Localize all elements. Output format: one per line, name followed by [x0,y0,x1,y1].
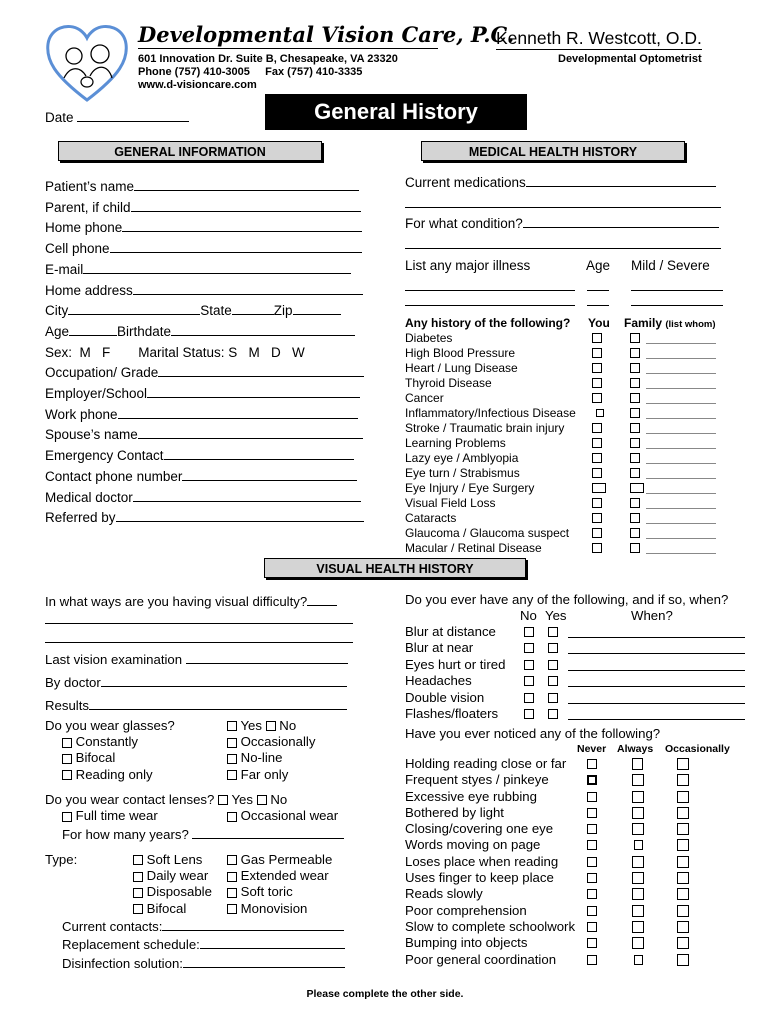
occasionally-checkbox[interactable] [677,888,689,900]
referred-by-row: Referred by [45,508,364,529]
behavior-row: Frequent styes / pinkeye [405,772,750,788]
behavior-row: Excessive eye rubbing [405,789,750,805]
family-whom[interactable] [646,496,716,509]
family-checkbox[interactable] [630,468,640,478]
difficulty-line-3[interactable] [45,629,353,643]
you-checkbox[interactable] [596,409,604,417]
behavior-row: Bumping into objects [405,935,750,951]
family-whom[interactable] [646,451,716,464]
always-checkbox[interactable] [634,840,643,850]
never-checkbox[interactable] [587,938,597,948]
full-time-checkbox[interactable] [62,812,72,822]
never-checkbox[interactable] [587,759,597,769]
patient-name-field[interactable] [134,177,359,191]
condition-row: Lazy eye / Amblyopia [405,451,725,466]
home-address-field[interactable] [133,281,363,295]
disposable-checkbox[interactable] [133,888,143,898]
history-table-header: Any history of the following? [405,316,571,330]
family-whom[interactable] [646,421,716,434]
family-whom[interactable] [646,481,716,494]
contacts-no-checkbox[interactable] [257,795,267,805]
illness-severity-2[interactable] [631,292,723,306]
symptoms-question: Do you ever have any of the following, and if so, when? [405,592,729,607]
condition-row: High Blood Pressure [405,346,725,361]
behavior-row: Loses place when reading [405,854,750,870]
city-field[interactable] [68,301,200,315]
behavior-row: Closing/covering one eye [405,821,750,837]
behavior-row: Words moving on page [405,837,750,853]
never-checkbox[interactable] [587,922,597,932]
sex-marital-row [45,343,364,364]
family-checkbox[interactable] [630,528,640,538]
always-header: Always [617,743,654,755]
family-header: Family (list whom) [624,316,716,330]
never-checkbox[interactable] [587,857,597,867]
sex-options[interactable]: Sex: M F [45,344,111,360]
never-checkbox[interactable] [587,955,597,965]
behavior-row: Bothered by light [405,805,750,821]
website: www.d-visioncare.com [138,79,257,91]
current-medications-line-2[interactable] [405,194,721,208]
illness-age-1[interactable] [587,277,609,291]
symptoms-yes-header: Yes [545,608,567,623]
current-contacts-row: Current contacts: [45,917,353,935]
condition-row: Heart / Lung Disease [405,361,725,376]
you-checkbox[interactable] [592,468,602,478]
major-illness-header: List any major illness Age Mild / Severe [405,257,710,273]
you-checkbox[interactable] [592,498,602,508]
occupation-field[interactable] [158,363,364,377]
family-whom[interactable] [646,346,716,359]
condition-field[interactable] [523,214,719,228]
symptom-when-field[interactable] [568,690,745,704]
family-checkbox[interactable] [630,423,640,433]
constantly-checkbox[interactable] [62,738,72,748]
conditions-list [405,331,725,556]
employer-field[interactable] [147,384,360,398]
parent-row: Parent, if child [45,198,364,219]
type-row-1: Type: Soft Lens Gas Permeable [45,851,333,867]
spouse-field[interactable] [138,425,363,439]
family-whom[interactable] [646,466,716,479]
behavior-row: Holding reading close or far [405,756,750,772]
symptom-no-checkbox[interactable] [524,676,534,686]
general-info-fields [45,177,364,529]
always-checkbox[interactable] [632,758,643,770]
illness-age-2[interactable] [587,292,609,306]
condition-row: Learning Problems [405,436,725,451]
you-checkbox[interactable] [592,528,602,538]
condition-row: Inflammatory/Infectious Disease [405,406,725,421]
you-checkbox[interactable] [592,543,602,553]
family-whom[interactable] [646,541,716,554]
you-checkbox[interactable] [592,333,602,343]
symptom-when-field[interactable] [568,624,745,638]
occasionally-checkbox[interactable] [677,758,689,770]
condition-row: Cataracts [405,511,725,526]
occasionally-checkbox[interactable] [677,856,689,868]
never-checkbox[interactable] [587,775,597,785]
condition-row: For what condition? [405,214,721,235]
you-checkbox[interactable] [592,513,602,523]
email-field[interactable] [83,260,351,274]
condition-line-2[interactable] [405,235,721,249]
age-row: Age Birthdate [45,322,364,343]
difficulty-question: In what ways are you having visual difficulty? [45,592,353,610]
family-whom[interactable] [646,406,716,419]
you-checkbox[interactable] [592,348,602,358]
contact-phone-field[interactable] [182,467,357,481]
soft-toric-checkbox[interactable] [227,888,237,898]
family-whom[interactable] [646,361,716,374]
condition-row: Thyroid Disease [405,376,725,391]
occasionally-checkbox[interactable] [677,807,689,819]
symptom-no-checkbox[interactable] [524,627,534,637]
always-checkbox[interactable] [632,791,644,803]
never-checkbox[interactable] [587,792,597,802]
home-phone-row: Home phone [45,218,364,239]
glasses-no-checkbox[interactable] [266,721,276,731]
date-field[interactable] [77,108,189,122]
doctor-title: Developmental Optometrist [558,53,702,65]
family-checkbox[interactable] [630,408,640,418]
symptom-yes-checkbox[interactable] [548,627,558,637]
family-checkbox[interactable] [630,333,640,343]
illness-severity-1[interactable] [631,277,723,291]
glasses-options-1: Constantly Occasionally [45,734,353,750]
behavior-row: Reads slowly [405,886,750,902]
occasionally-checkbox[interactable] [677,921,689,933]
monovision-checkbox[interactable] [227,904,237,914]
family-checkbox[interactable] [630,363,640,373]
symptom-when-field[interactable] [568,657,745,671]
symptom-row: Double vision [405,690,750,706]
medical-top [405,173,721,319]
type-row-3: Disposable Soft toric [45,884,353,900]
lens-bifocal-checkbox[interactable] [133,904,143,914]
always-checkbox[interactable] [632,823,644,835]
cell-phone-field[interactable] [110,239,362,253]
never-checkbox[interactable] [587,873,597,883]
patient-name-row: Patient’s name [45,177,364,198]
never-header: Never [577,743,607,755]
glasses-yes-checkbox[interactable] [227,721,237,731]
replacement-field[interactable] [200,935,345,949]
family-checkbox[interactable] [630,438,640,448]
occasionally-checkbox[interactable] [677,791,689,803]
always-checkbox[interactable] [632,807,644,819]
occasionally-checkbox[interactable] [677,937,689,949]
years-field[interactable] [192,825,344,839]
behavior-row: Poor comprehension [405,903,750,919]
symptoms-no-header: No [520,608,537,623]
birthdate-field[interactable] [171,322,355,336]
state-field[interactable] [232,301,274,315]
family-checkbox[interactable] [630,378,640,388]
family-whom[interactable] [646,436,716,449]
you-checkbox[interactable] [592,393,602,403]
difficulty-field[interactable] [307,592,337,606]
always-checkbox[interactable] [632,856,644,868]
medical-doctor-row: Medical doctor [45,488,364,509]
symptom-row: Headaches [405,673,750,689]
illness-line-2[interactable] [405,292,575,306]
symptom-when-field[interactable] [568,640,745,654]
condition-row: Macular / Retinal Disease [405,541,725,556]
family-checkbox[interactable] [630,393,640,403]
illness-line-1[interactable] [405,277,575,291]
bifocal-checkbox[interactable] [62,754,72,764]
never-checkbox[interactable] [587,824,597,834]
by-doctor-row: By doctor [45,673,353,691]
age-field[interactable] [69,322,117,336]
always-checkbox[interactable] [632,905,644,917]
work-phone-row: Work phone [45,405,364,426]
you-checkbox[interactable] [592,438,602,448]
symptom-yes-checkbox[interactable] [548,660,558,670]
years-row: For how many years? [45,825,353,843]
condition-row: Diabetes [405,331,725,346]
occasionally-checkbox[interactable] [677,774,689,786]
symptom-no-checkbox[interactable] [524,660,534,670]
practice-logo [44,20,130,109]
occasional-wear-checkbox[interactable] [227,812,237,822]
noticed-question: Have you ever noticed any of the following? [405,726,661,741]
symptom-row: Blur at distance [405,624,750,640]
last-exam-row: Last vision examination [45,650,353,668]
visual-left-column [45,592,353,972]
family-checkbox[interactable] [630,543,640,553]
symptom-row: Eyes hurt or tired [405,657,750,673]
no-line-checkbox[interactable] [227,754,237,764]
behavior-row: Uses finger to keep place [405,870,750,886]
date-label: Date [45,110,74,125]
condition-row: Cancer [405,391,725,406]
symptom-no-checkbox[interactable] [524,693,534,703]
emergency-field[interactable] [164,446,354,460]
family-checkbox[interactable] [630,483,644,493]
always-checkbox[interactable] [632,937,644,949]
type-row-2: Daily wear Extended wear [45,868,353,884]
disinfection-row: Disinfection solution: [45,954,353,972]
always-checkbox[interactable] [632,774,644,786]
soft-lens-checkbox[interactable] [133,855,143,865]
replacement-row: Replacement schedule: [45,935,353,953]
emergency-row: Emergency Contact [45,446,364,467]
city-row: City State Zip [45,301,364,322]
condition-row: Visual Field Loss [405,496,725,511]
contacts-yes-checkbox[interactable] [218,795,228,805]
by-doctor-field[interactable] [101,673,347,687]
contact-phone-row: Contact phone number [45,467,364,488]
spouse-row: Spouse’s name [45,425,364,446]
condition-row: Eye turn / Strabismus [405,466,725,481]
results-row: Results [45,696,353,714]
condition-row: Eye Injury / Eye Surgery [405,481,725,496]
daily-wear-checkbox[interactable] [133,872,143,882]
always-checkbox[interactable] [634,955,643,965]
symptom-when-field[interactable] [568,673,745,687]
symptom-row: Blur at near [405,640,750,656]
glasses-options-3: Reading only Far only [45,767,353,783]
occasionally-header: Occasionally [665,743,730,755]
current-medications-field[interactable] [526,173,716,187]
cell-phone-row: Cell phone [45,239,364,260]
far-only-checkbox[interactable] [227,770,237,780]
family-whom[interactable] [646,526,716,539]
medical-doctor-field[interactable] [133,488,361,502]
family-checkbox[interactable] [630,453,640,463]
behaviors-list [405,756,750,968]
symptom-yes-checkbox[interactable] [548,643,558,653]
always-checkbox[interactable] [632,921,644,933]
you-checkbox[interactable] [592,423,602,433]
behavior-row: Slow to complete schoolwork [405,919,750,935]
form-title: General History [265,94,527,130]
results-field[interactable] [89,696,347,710]
symptom-yes-checkbox[interactable] [548,676,558,686]
family-whom[interactable] [646,331,716,344]
doctor-name: Kenneth R. Westcott, O.D. [496,28,702,48]
general-information-heading: GENERAL INFORMATION [58,141,322,161]
always-checkbox[interactable] [632,872,644,884]
marital-options[interactable]: Marital Status: S M D W [138,344,305,360]
current-contacts-field[interactable] [162,917,344,931]
current-medications-row: Current medications [405,173,721,194]
phone-fax: Phone (757) 410-3005 Fax (757) 410-3335 [138,66,363,78]
never-checkbox[interactable] [587,808,597,818]
condition-row: Stroke / Traumatic brain injury [405,421,725,436]
symptom-when-field[interactable] [568,706,745,720]
last-exam-field[interactable] [186,650,348,664]
type-row-4: Bifocal Monovision [45,901,353,917]
visual-history-heading: VISUAL HEALTH HISTORY [264,558,526,578]
you-header: You [588,316,610,330]
symptom-row: Flashes/floaters [405,706,750,722]
you-checkbox[interactable] [592,378,602,388]
extended-wear-checkbox[interactable] [227,872,237,882]
disinfection-field[interactable] [183,954,345,968]
condition-row: Glaucoma / Glaucoma suspect [405,526,725,541]
occasionally-checkbox[interactable] [677,839,689,851]
glasses-options-2: Bifocal No-line [45,750,353,766]
home-phone-field[interactable] [122,218,362,232]
gas-permeable-checkbox[interactable] [227,855,237,865]
occupation-row: Occupation/ Grade [45,363,364,384]
family-checkbox[interactable] [630,498,640,508]
symptom-no-checkbox[interactable] [524,709,534,719]
footer-note: Please complete the other side. [306,988,464,1000]
family-whom[interactable] [646,376,716,389]
occasionally-checkbox[interactable] [677,905,689,917]
occasionally-checkbox[interactable] [227,738,237,748]
behavior-row: Poor general coordination [405,952,750,968]
symptoms-list [405,624,750,722]
never-checkbox[interactable] [587,889,597,899]
zip-field[interactable] [293,301,341,315]
always-checkbox[interactable] [632,888,644,900]
contacts-row: Do you wear contact lenses? Yes No [45,791,288,807]
never-checkbox[interactable] [587,840,597,850]
referred-by-field[interactable] [116,508,364,522]
home-address-row: Home address [45,281,364,302]
practice-name: Developmental Vision Care, P.C. [138,22,515,47]
glasses-row: Do you wear glasses? Yes No [45,717,297,733]
contacts-options: Full time wear Occasional wear [45,808,353,824]
you-checkbox[interactable] [592,483,606,493]
family-whom[interactable] [646,511,716,524]
medical-history-heading: MEDICAL HEALTH HISTORY [421,141,685,161]
family-checkbox[interactable] [630,513,640,523]
occasionally-checkbox[interactable] [677,872,689,884]
symptom-no-checkbox[interactable] [524,643,534,653]
you-checkbox[interactable] [592,453,602,463]
address: 601 Innovation Dr. Suite B, Chesapeake, VA 23320 [138,53,398,65]
occasionally-checkbox[interactable] [677,954,689,966]
work-phone-field[interactable] [118,405,358,419]
parent-field[interactable] [131,198,361,212]
reading-only-checkbox[interactable] [62,770,72,780]
family-whom[interactable] [646,391,716,404]
symptom-yes-checkbox[interactable] [548,693,558,703]
family-checkbox[interactable] [630,348,640,358]
email-row: E-mail [45,260,364,281]
symptom-yes-checkbox[interactable] [548,709,558,719]
you-checkbox[interactable] [592,363,602,373]
difficulty-line-2[interactable] [45,610,353,624]
employer-row: Employer/School [45,384,364,405]
occasionally-checkbox[interactable] [677,823,689,835]
never-checkbox[interactable] [587,906,597,916]
symptoms-when-header: When? [631,608,673,623]
